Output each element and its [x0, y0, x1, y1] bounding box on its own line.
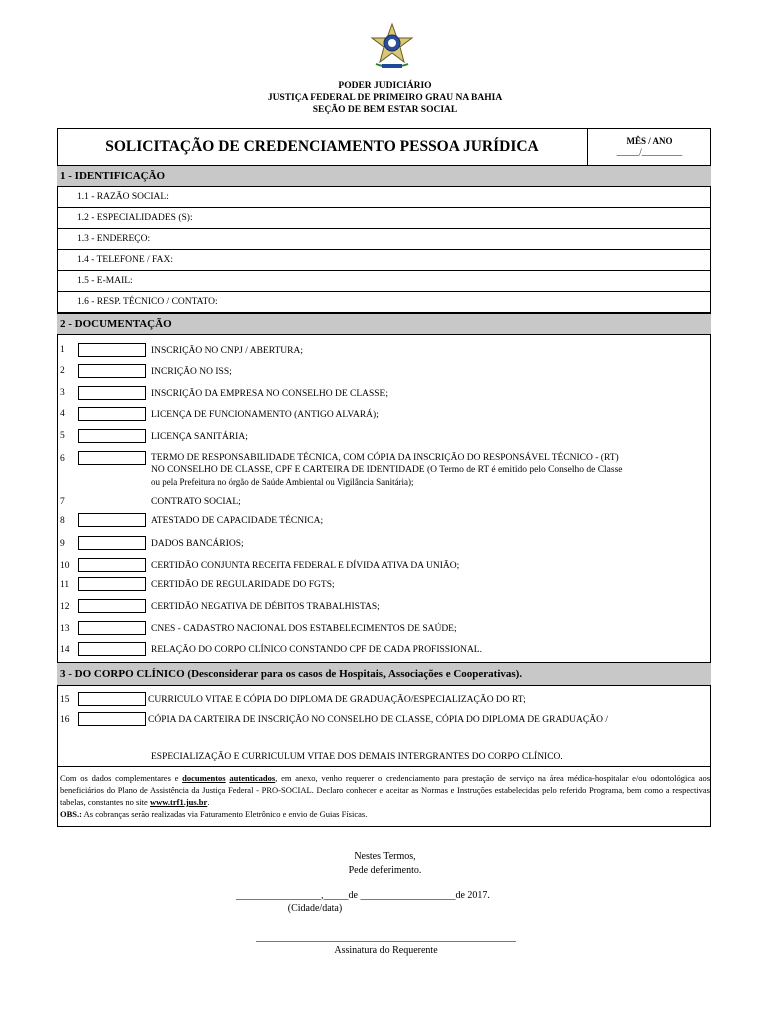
doc-label-1: INSCRIÇÃO NO CNPJ / ABERTURA;: [151, 346, 303, 356]
site-link[interactable]: www.trf1.jus.br: [149, 797, 208, 807]
doc-label-3: INSCRIÇÃO DA EMPRESA NO CONSELHO DE CLASSE;: [151, 389, 389, 399]
doc-label-7: CONTRATO SOCIAL;: [151, 497, 241, 507]
doc-label-16-continuation: ESPECIALIZAÇÃO E CURRICULUM VITAE DOS DEMAIS INTERGRANTES DO CORPO CLÍNICO.: [151, 752, 563, 762]
doc-number: 6: [60, 454, 65, 464]
date-field[interactable]: _________________,_____de ___________________de 2017.: [236, 890, 490, 901]
section-divider: [57, 766, 711, 767]
declaration-text-a: Com os dados complementares e: [60, 773, 183, 783]
doc-number: 13: [60, 624, 70, 634]
doc-checkbox-2[interactable]: [78, 364, 146, 378]
doc-checkbox-4[interactable]: [78, 407, 146, 421]
field-razao-social[interactable]: 1.1 - RAZÃO SOCIAL:: [57, 187, 711, 208]
doc-checkbox-6[interactable]: [78, 451, 146, 465]
section-documentacao-header: 2 - DOCUMENTAÇÃO: [57, 313, 711, 335]
doc-label-6-line-3: ou pela Prefeitura no órgão de Saúde Ambiental ou Vigilância Sanitária);: [151, 477, 414, 487]
doc-label-15: CURRICULO VITAE E CÓPIA DO DIPLOMA DE GRADUAÇÃO/ESPECIALIZAÇÃO DO RT;: [148, 695, 526, 705]
field-email[interactable]: 1.5 - E-MAIL:: [57, 271, 711, 292]
frame-bottom: [57, 826, 711, 827]
doc-number: 10: [60, 561, 70, 571]
doc-checkbox-5[interactable]: [78, 429, 146, 443]
doc-number: 11: [60, 580, 70, 590]
declaration-paragraph: [60, 772, 710, 820]
closing-line-2: Pede deferimento.: [348, 865, 422, 876]
doc-label-5: LICENÇA SANITÁRIA;: [151, 432, 248, 442]
doc-label-8: ATESTADO DE CAPACIDADE TÉCNICA;: [151, 516, 324, 526]
doc-checkbox-14[interactable]: [78, 642, 146, 656]
mes-ano-box[interactable]: [587, 128, 711, 166]
doc-number: 3: [60, 388, 65, 398]
obs-text: As cobranças serão realizadas via Faturamento Eletrônico e envio de Guias Físicas.: [81, 809, 368, 819]
doc-number: 7: [60, 497, 65, 507]
doc-checkbox-13[interactable]: [78, 621, 146, 635]
doc-number: 5: [60, 431, 65, 441]
doc-checkbox-1[interactable]: [78, 343, 146, 357]
doc-checkbox-16[interactable]: [78, 712, 146, 726]
doc-checkbox-3[interactable]: [78, 386, 146, 400]
doc-label-11: CERTIDÃO DE REGULARIDADE DO FGTS;: [151, 580, 335, 590]
mes-ano-label: MÊS / ANO: [626, 136, 673, 146]
field-endereco[interactable]: 1.3 - ENDEREÇO:: [57, 229, 711, 250]
doc-number: 1: [60, 345, 65, 355]
section-corpo-clinico-header: 3 - DO CORPO CLÍNICO (Desconsiderar para os casos de Hospitais, Associações e Cooperativas).: [57, 662, 711, 686]
doc-number: 15: [60, 695, 70, 705]
coat-of-arms-icon: [368, 22, 416, 70]
declaration-text-e: , em anexo, venho requerer o credenciamento para prestação de serviço na área médica-hospitalar e/ou odontológica aos beneficiários do Plano de Assistência da Justiça Federal - PRO-SOCIAL. Declaro conhecer e aceitar as Normas e Instruções estabelecidas pelo referido Programa, bem como a respectivas tabelas, constantes no site: [60, 773, 711, 807]
doc-label-16: CÓPIA DA CARTEIRA DE INSCRIÇÃO NO CONSELHO DE CLASSE, CÓPIA DO DIPLOMA DE GRADUAÇÃO /: [148, 715, 608, 725]
section-identificacao-header: 1 - IDENTIFICAÇÃO: [57, 165, 711, 187]
doc-checkbox-12[interactable]: [78, 599, 146, 613]
doc-number: 2: [60, 366, 65, 376]
doc-label-14: RELAÇÃO DO CORPO CLÍNICO CONSTANDO CPF DE CADA PROFISSIONAL.: [151, 645, 482, 655]
doc-checkbox-8[interactable]: [78, 513, 146, 527]
doc-checkbox-11[interactable]: [78, 577, 146, 591]
obs-label: OBS.:: [60, 809, 82, 819]
doc-number: 9: [60, 539, 65, 549]
doc-checkbox-15[interactable]: [78, 692, 146, 706]
doc-label-13: CNES - CADASTRO NACIONAL DOS ESTABELECIMENTOS DE SAÚDE;: [151, 624, 457, 634]
declaration-documentos: documentos: [182, 773, 226, 783]
date-caption: (Cidade/data): [287, 903, 343, 914]
field-telefone-fax[interactable]: 1.4 - TELEFONE / FAX:: [57, 250, 711, 271]
doc-label-6-line-2: NO CONSELHO DE CLASSE, CPF E CARTEIRA DE IDENTIDADE (O Termo de RT é emitido pelo Conselho de Classe: [151, 465, 623, 475]
signature-field[interactable]: ____________________________________________________: [256, 932, 516, 943]
mes-ano-field[interactable]: _____/_________: [616, 147, 683, 157]
signature-caption: Assinatura do Requerente: [334, 945, 438, 956]
form-title: SOLICITAÇÃO DE CREDENCIAMENTO PESSOA JURÍDICA: [57, 128, 587, 166]
doc-number: 12: [60, 602, 70, 612]
doc-label-12: CERTIDÃO NEGATIVA DE DÉBITOS TRABALHISTAS;: [151, 602, 380, 612]
closing-line-1: Nestes Termos,: [354, 851, 416, 862]
header-line-3: SEÇÃO DE BEM ESTAR SOCIAL: [312, 105, 458, 115]
doc-checkbox-10[interactable]: [78, 558, 146, 572]
doc-label-6-line-1: TERMO DE RESPONSABILIDADE TÉCNICA, COM CÓPIA DA INSCRIÇÃO DO RESPONSÁVEL TÉCNICO - (RT): [151, 453, 619, 463]
field-resp-tecnico[interactable]: 1.6 - RESP. TÉCNICO / CONTATO:: [57, 292, 711, 313]
doc-label-6: [151, 452, 711, 488]
doc-label-4: LICENÇA DE FUNCIONAMENTO (ANTIGO ALVARÁ);: [151, 410, 379, 420]
doc-number: 16: [60, 715, 70, 725]
field-especialidades[interactable]: 1.2 - ESPECIALIDADES (S):: [57, 208, 711, 229]
declaration-text-f: .: [207, 797, 210, 807]
doc-label-2: INCRIÇÃO NO ISS;: [151, 367, 232, 377]
header-line-1: PODER JUDICIÁRIO: [338, 81, 432, 91]
doc-checkbox-9[interactable]: [78, 536, 146, 550]
doc-number: 4: [60, 409, 65, 419]
doc-label-10: CERTIDÃO CONJUNTA RECEITA FEDERAL E DÍVIDA ATIVA DA UNIÃO;: [151, 561, 460, 571]
declaration-autenticados: autenticados: [229, 773, 276, 783]
doc-number: 14: [60, 645, 70, 655]
doc-label-9: DADOS BANCÁRIOS;: [151, 539, 244, 549]
header-line-2: JUSTIÇA FEDERAL DE PRIMEIRO GRAU NA BAHIA: [267, 93, 503, 103]
doc-number: 8: [60, 516, 65, 526]
